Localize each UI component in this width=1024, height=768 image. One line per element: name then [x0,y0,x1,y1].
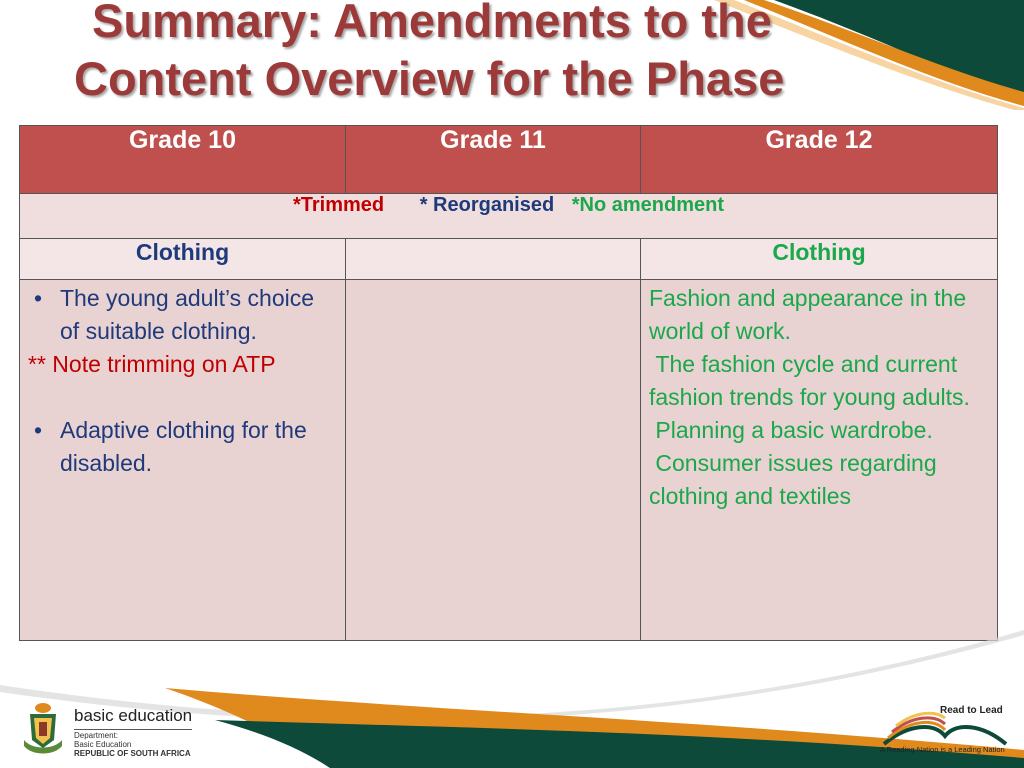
department-name: basic education [74,706,193,725]
department-logo [20,700,200,760]
legend-cell [20,194,998,239]
header-grade-10: Grade 10 [20,126,346,194]
coat-of-arms-icon [20,700,66,756]
read-to-lead-tagline: A Reading Nation is a Leading Nation [880,745,1005,754]
dept-line-3: REPUBLIC OF SOUTH AFRICA [74,749,191,758]
spacer [28,381,339,414]
legend-row [20,194,998,239]
divider [74,729,192,730]
title-line-2: Content Overview for the Phase [74,52,785,105]
legend-reorganised: * Reorganised [419,194,555,216]
topic-row [20,239,998,280]
content-grade-10 [20,280,346,641]
content-row [20,280,998,641]
grade12-item-4: Consumer issues regarding clothing and textiles [649,450,944,509]
dept-line-1: Department: [74,731,119,740]
read-to-lead-label: Read to Lead [940,705,1003,716]
grade12-item-1: Fashion and appearance in the world of work. [649,285,973,344]
trimming-note: ** Note trimming on ATP [28,351,276,377]
amendments-table [19,125,998,641]
topic-grade-12: Clothing [641,239,998,280]
grade12-item-3: Planning a basic wardrobe. [649,417,933,443]
legend-no-amendment: *No amendment [571,194,724,216]
list-item [28,282,339,348]
title-line-1: Summary: Amendments to the [92,0,772,47]
bullet-icon: • [33,285,43,311]
header-row [20,126,998,194]
legend-trimmed: *Trimmed [292,194,385,216]
header-grade-11: Grade 11 [346,126,641,194]
dept-line-2: Basic Education [74,740,132,749]
topic-grade-10: Clothing [20,239,346,280]
content-grade-12 [641,280,998,641]
list-item [28,414,339,480]
slide-title [74,0,894,108]
content-grade-11 [346,280,641,641]
read-to-lead-logo [874,700,1014,762]
grade12-item-2: The fashion cycle and current fashion trends for young adults. [649,351,970,410]
department-subtitle [74,731,191,758]
topic-grade-11 [346,239,641,280]
grade10-bullet-2: Adaptive clothing for the disabled. [60,417,307,476]
bullet-icon: • [33,417,43,443]
grade10-bullet-1: The young adult’s choice of suitable clothing. [60,285,315,344]
header-grade-12: Grade 12 [641,126,998,194]
open-book-icon [878,710,1012,746]
